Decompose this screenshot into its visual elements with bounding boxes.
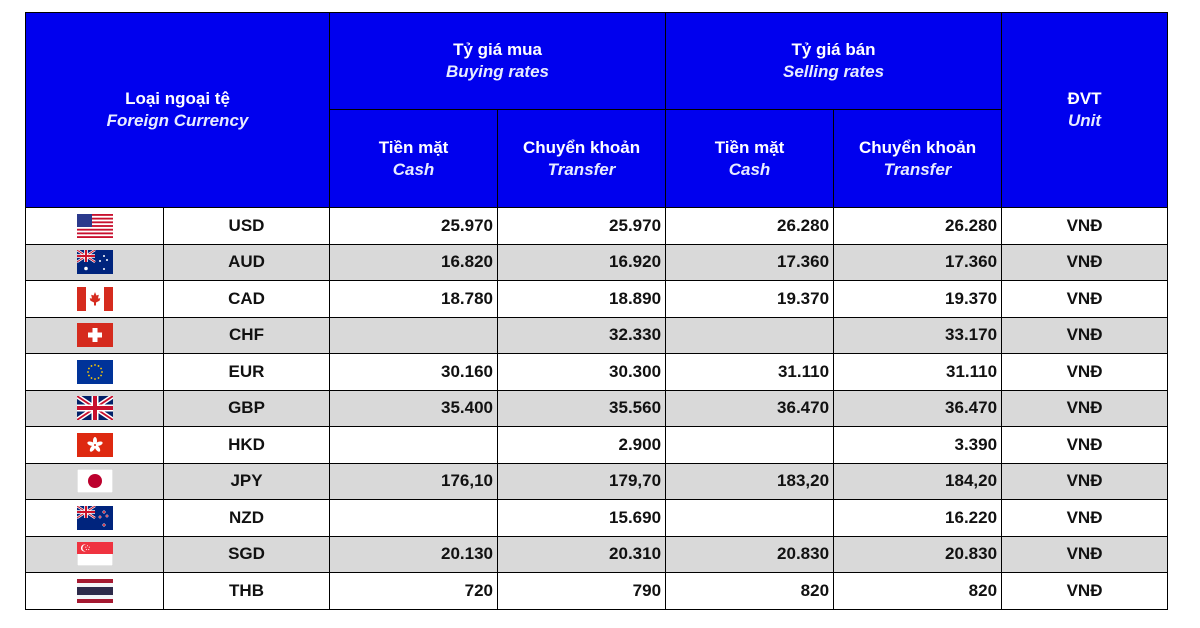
header-selling: [666, 13, 1002, 110]
header-selling-vi: Tỷ giá bán: [791, 40, 876, 59]
currency-code: EUR: [164, 354, 330, 391]
header-row-top: [26, 13, 1168, 110]
flag-cell: [26, 427, 164, 464]
header-buy-cash-en: Cash: [392, 159, 435, 179]
buy-transfer-cell: 20.310: [498, 536, 666, 573]
flag-cell: [26, 536, 164, 573]
buy-transfer-cell: 30.300: [498, 354, 666, 391]
buy-cash-cell: 18.780: [330, 281, 498, 318]
unit-cell: VNĐ: [1002, 244, 1168, 281]
unit-cell: VNĐ: [1002, 354, 1168, 391]
table-row: [26, 208, 1168, 245]
buy-transfer-cell: 32.330: [498, 317, 666, 354]
table-row: [26, 317, 1168, 354]
table-row: [26, 244, 1168, 281]
au-flag-icon: [77, 250, 113, 274]
header-currency-vi: Loại ngoại tệ: [125, 89, 230, 108]
th-flag-icon: [77, 579, 113, 603]
buy-cash-cell: [330, 500, 498, 537]
currency-code: SGD: [164, 536, 330, 573]
header-buy-transfer-vi: Chuyển khoản: [522, 137, 641, 157]
header-selling-en: Selling rates: [782, 62, 885, 81]
currency-code: GBP: [164, 390, 330, 427]
flag-cell: [26, 354, 164, 391]
table-row: [26, 573, 1168, 610]
currency-code: THB: [164, 573, 330, 610]
hk-flag-icon: [77, 433, 113, 457]
unit-cell: VNĐ: [1002, 536, 1168, 573]
header-sell-cash-vi: Tiền mặt: [714, 137, 785, 157]
sell-cash-cell: [666, 317, 834, 354]
header-unit-vi: ĐVT: [1067, 89, 1102, 108]
buy-transfer-cell: 2.900: [498, 427, 666, 464]
jp-flag-icon: [77, 469, 113, 493]
header-sell-cash-en: Cash: [728, 159, 771, 179]
header-buying-vi: Tỷ giá mua: [453, 40, 542, 59]
exchange-rate-table: [25, 12, 1168, 610]
sell-transfer-cell: 36.470: [834, 390, 1002, 427]
header-buying-en: Buying rates: [446, 62, 550, 81]
currency-code: AUD: [164, 244, 330, 281]
sell-transfer-cell: 184,20: [834, 463, 1002, 500]
flag-cell: [26, 208, 164, 245]
sell-transfer-cell: 3.390: [834, 427, 1002, 464]
currency-code: HKD: [164, 427, 330, 464]
header-buy-transfer-en: Transfer: [547, 159, 616, 179]
buy-cash-cell: 20.130: [330, 536, 498, 573]
currency-code: CHF: [164, 317, 330, 354]
header-buy-transfer: [498, 110, 666, 208]
header-sell-transfer: [834, 110, 1002, 208]
gb-flag-icon: [77, 396, 113, 420]
sell-cash-cell: [666, 427, 834, 464]
header-buy-cash: [330, 110, 498, 208]
buy-transfer-cell: 15.690: [498, 500, 666, 537]
unit-cell: VNĐ: [1002, 427, 1168, 464]
unit-cell: VNĐ: [1002, 281, 1168, 318]
header-currency: [26, 13, 330, 208]
unit-cell: VNĐ: [1002, 463, 1168, 500]
header-buying: [330, 13, 666, 110]
us-flag-icon: [77, 214, 113, 238]
header-unit: [1002, 13, 1168, 208]
nz-flag-icon: [77, 506, 113, 530]
table-row: [26, 390, 1168, 427]
table-row: [26, 536, 1168, 573]
flag-cell: [26, 317, 164, 354]
header-sell-cash: [666, 110, 834, 208]
unit-cell: VNĐ: [1002, 500, 1168, 537]
sell-transfer-cell: 20.830: [834, 536, 1002, 573]
unit-cell: VNĐ: [1002, 390, 1168, 427]
currency-code: CAD: [164, 281, 330, 318]
buy-transfer-cell: 16.920: [498, 244, 666, 281]
sell-transfer-cell: 16.220: [834, 500, 1002, 537]
ca-flag-icon: [77, 287, 113, 311]
header-buy-cash-vi: Tiền mặt: [378, 137, 449, 157]
table-row: [26, 427, 1168, 464]
buy-transfer-cell: 25.970: [498, 208, 666, 245]
header-sell-transfer-vi: Chuyển khoản: [858, 137, 977, 157]
unit-cell: VNĐ: [1002, 573, 1168, 610]
sell-transfer-cell: 26.280: [834, 208, 1002, 245]
buy-cash-cell: 30.160: [330, 354, 498, 391]
sell-cash-cell: 36.470: [666, 390, 834, 427]
sell-transfer-cell: 17.360: [834, 244, 1002, 281]
sell-transfer-cell: 820: [834, 573, 1002, 610]
buy-cash-cell: 720: [330, 573, 498, 610]
buy-cash-cell: 35.400: [330, 390, 498, 427]
flag-cell: [26, 463, 164, 500]
buy-cash-cell: 25.970: [330, 208, 498, 245]
currency-code: NZD: [164, 500, 330, 537]
eu-flag-icon: [77, 360, 113, 384]
buy-transfer-cell: 35.560: [498, 390, 666, 427]
sell-transfer-cell: 33.170: [834, 317, 1002, 354]
flag-cell: [26, 390, 164, 427]
buy-cash-cell: 176,10: [330, 463, 498, 500]
rate-table-body: [26, 208, 1168, 610]
buy-transfer-cell: 790: [498, 573, 666, 610]
flag-cell: [26, 573, 164, 610]
sell-cash-cell: 19.370: [666, 281, 834, 318]
flag-cell: [26, 281, 164, 318]
flag-cell: [26, 500, 164, 537]
sell-cash-cell: 17.360: [666, 244, 834, 281]
buy-cash-cell: 16.820: [330, 244, 498, 281]
sell-transfer-cell: 31.110: [834, 354, 1002, 391]
sell-cash-cell: [666, 500, 834, 537]
flag-cell: [26, 244, 164, 281]
sg-flag-icon: [77, 542, 113, 566]
sell-cash-cell: 26.280: [666, 208, 834, 245]
header-unit-en: Unit: [1068, 111, 1102, 130]
sell-cash-cell: 31.110: [666, 354, 834, 391]
table-row: [26, 281, 1168, 318]
header-sell-transfer-en: Transfer: [883, 159, 952, 179]
sell-transfer-cell: 19.370: [834, 281, 1002, 318]
buy-transfer-cell: 179,70: [498, 463, 666, 500]
unit-cell: VNĐ: [1002, 317, 1168, 354]
table-row: [26, 500, 1168, 537]
table-row: [26, 463, 1168, 500]
currency-code: USD: [164, 208, 330, 245]
sell-cash-cell: 820: [666, 573, 834, 610]
buy-cash-cell: [330, 317, 498, 354]
currency-code: JPY: [164, 463, 330, 500]
unit-cell: VNĐ: [1002, 208, 1168, 245]
exchange-rate-board: [25, 12, 1168, 610]
table-row: [26, 354, 1168, 391]
ch-flag-icon: [77, 323, 113, 347]
buy-cash-cell: [330, 427, 498, 464]
sell-cash-cell: 20.830: [666, 536, 834, 573]
sell-cash-cell: 183,20: [666, 463, 834, 500]
header-currency-en: Foreign Currency: [106, 111, 249, 130]
buy-transfer-cell: 18.890: [498, 281, 666, 318]
